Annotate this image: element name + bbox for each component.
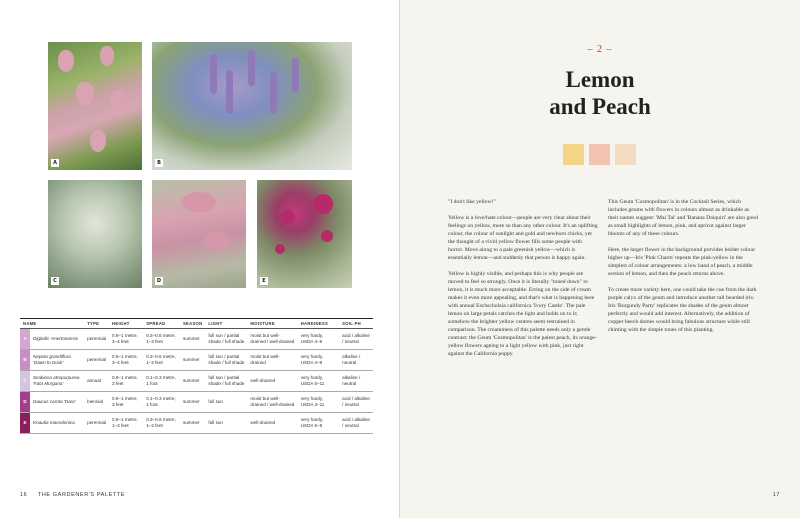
row-color-swatch: E: [20, 413, 30, 434]
table-cell-soil-ph: acid / alkaline / neutral: [339, 392, 373, 413]
table-cell-moisture: moist but well-drained / well-drained: [247, 329, 297, 350]
table-cell-type: annual: [84, 371, 109, 392]
table-cell-type: biennial: [84, 392, 109, 413]
knautia-bloom: [313, 194, 333, 214]
nepeta-spike: [210, 54, 217, 94]
table-row: [20, 371, 373, 392]
foxglove-bloom: [76, 82, 94, 106]
table-cell-soil-ph: acid / alkaline / neutral: [339, 413, 373, 434]
table-cell-name: Daucus carota 'Dara': [30, 392, 84, 413]
table-cell-season: summer: [180, 350, 205, 371]
nepeta-spike: [226, 70, 233, 114]
table-header-cell: HARDINESS: [298, 319, 339, 329]
table-header-cell: NAME: [20, 319, 84, 329]
table-header-cell: LIGHT: [205, 319, 247, 329]
daucus-umbel: [202, 232, 230, 250]
table-row: [20, 329, 373, 350]
table-cell-moisture: well-drained: [247, 413, 297, 434]
chapter-title-line: and Peach: [549, 94, 651, 119]
table-cell-season: summer: [180, 371, 205, 392]
table-cell-soil-ph: acid / alkaline / neutral: [339, 329, 373, 350]
body-column-2: [608, 198, 758, 342]
table-header-cell: SPREAD: [143, 319, 180, 329]
table-cell-spread: 0.3–0.6 metre, 1–2 feet: [143, 413, 180, 434]
table-cell-spread: 0.3–0.6 metre, 1–2 feet: [143, 329, 180, 350]
chapter-number: – 2 –: [587, 44, 613, 55]
foxglove-bloom: [110, 90, 126, 112]
table-cell-name: Digitalis ×mertonensis: [30, 329, 84, 350]
table-cell-season: summer: [180, 413, 205, 434]
nepeta-spike: [248, 50, 255, 86]
row-color-swatch: C: [20, 371, 30, 392]
table-cell-height: 0.9–1 metre, 3 feet: [109, 371, 143, 392]
table-cell-season: summer: [180, 392, 205, 413]
table-row: [20, 413, 373, 434]
knautia-bloom: [321, 230, 333, 242]
running-head: THE GARDENER'S PALETTE: [37, 492, 126, 498]
table-cell-spread: 0.3–0.6 metre, 1–2 feet: [143, 350, 180, 371]
palette-swatches: [563, 144, 641, 169]
page-number: 16: [20, 492, 28, 498]
nepeta-spike: [292, 58, 299, 92]
left-folio: [20, 492, 125, 498]
table-cell-light: full sun / partial shade / full shade: [205, 350, 247, 371]
photo-knautia: [257, 180, 352, 288]
photo-label: D: [156, 278, 162, 284]
row-color-swatch: A: [20, 329, 30, 350]
photo-label: C: [51, 277, 59, 285]
right-folio: [773, 492, 780, 498]
table-cell-season: summer: [180, 329, 205, 350]
table-cell-spread: 0.1–0.3 metre, 1 foot: [143, 392, 180, 413]
knautia-bloom: [281, 210, 295, 224]
body-paragraph: To create more variety here, one could take the cue from the dark purple calyx of the geum and introduce another tall bearded iris: Iris 'Burgundy Party' replicates the shades of the geum almost perfectly and would add interest. Alternatively, the addition of copper beech domes would bring fabulous structure while still chiming with the simple tones of this planting.: [608, 287, 757, 333]
body-paragraph: Yellow is a love/hate colour—people are very clear about their feelings on yellow, more so than any other colour. It's an uplifting colour, the colour of sunlight and gold and newborn chicks, yet the thought of a vivid yellow flower fills some people with horror. Move along to a pale greenish yellow—which is essentially lemon—and suddenly that person is happy again.: [448, 215, 598, 261]
table-cell-type: perennial: [84, 350, 109, 371]
photo-label: A: [51, 159, 59, 167]
table-cell-height: 0.9–1 metre, 3 feet: [109, 392, 143, 413]
table-row: [20, 350, 373, 371]
table-cell-height: 0.9–1 metre, 3–4 feet: [109, 350, 143, 371]
table-header-row: [20, 319, 373, 329]
chapter-title-line: Lemon: [565, 67, 635, 92]
table-cell-type: perennial: [84, 413, 109, 434]
table-cell-hardiness: very hardy, USDA 4–9: [298, 350, 339, 371]
daucus-umbel: [182, 192, 216, 212]
table-cell-hardiness: very hardy, USDA 3–11: [298, 392, 339, 413]
photo-daucus: [152, 180, 246, 288]
table-cell-name: Scabiosa atropurpurea 'Fata Morgana': [30, 371, 84, 392]
page-number: 17: [772, 492, 780, 498]
color-swatch: [589, 144, 610, 165]
table-cell-light: full sun: [205, 413, 247, 434]
table-cell-name: Nepeta grandiflora 'Dawn to Dusk': [30, 350, 84, 371]
knautia-bloom: [275, 244, 285, 254]
row-color-swatch: D: [20, 392, 30, 413]
body-paragraph: "I don't like yellow!": [448, 199, 496, 205]
body-paragraph: Yellow is highly visible, and perhaps this is why people are moved to feel so strongly. Once it is literally "toned down" to lemon, it is much more acceptable. Erring on the side of cream makes it even more appealing, and that's what is happening here with annual Eschscholzia californica 'Ivory Castle'. The pale lemon on large petals catches the light and holds on to it; somehow the brighter yellow centres seem restrained in comparison. The creaminess of this palette needs only a gentle contrast: the Geum 'Cosmopolitan' is the palest peach, its orange-yellow flowers ageing to a light yellow with pink, just right against the California poppy.: [448, 271, 597, 357]
photo-nepeta: [152, 42, 352, 170]
plant-table: [20, 318, 373, 434]
chapter-title: [400, 66, 800, 120]
body-paragraph: This Geum 'Cosmopolitan' is in the Cocktail Series, which includes geums with flowers in colours almost as drinkable as their names suggest: 'Mai Tai' and 'Banana Daiquiri' are also good as small highlights of lemon, pink, and apricot against larger blooms of any of these colours.: [608, 199, 758, 237]
table-cell-hardiness: very hardy, USDA 5–11: [298, 371, 339, 392]
table-header-cell: MOISTURE: [247, 319, 297, 329]
foxglove-bloom: [90, 130, 106, 152]
table-cell-light: full sun / partial shade / full shade: [205, 371, 247, 392]
table-cell-height: 0.9–1 metre, 1–3 feet: [109, 413, 143, 434]
photo-scabiosa: [48, 180, 142, 288]
table-cell-light: full sun: [205, 392, 247, 413]
table-cell-light: full sun / partial shade / full shade: [205, 329, 247, 350]
color-swatch: [563, 144, 584, 165]
table-header-cell: SEASON: [180, 319, 205, 329]
body-paragraph: Here, the larger flower in the background provides bolder colour higher up—Iris 'Pink Charm' repeats the pink-yellow in the simplest of colour arrangements: a low band of peach, a middle section of lemon, and then the peach returns above.: [608, 247, 756, 277]
table-cell-type: perennial: [84, 329, 109, 350]
table-header-cell: TYPE: [84, 319, 109, 329]
table-cell-moisture: moist but well-drained: [247, 350, 297, 371]
table-cell-soil-ph: alkaline / neutral: [339, 350, 373, 371]
right-page: [400, 0, 800, 518]
table-cell-hardiness: very hardy, USDA 4–9: [298, 329, 339, 350]
table-cell-spread: 0.1–0.3 metre, 1 foot: [143, 371, 180, 392]
table-header-cell: HEIGHT: [109, 319, 143, 329]
table-cell-soil-ph: alkaline / neutral: [339, 371, 373, 392]
photo-digitalis: [48, 42, 142, 170]
table-cell-moisture: moist but well-drained / well-drained: [247, 392, 297, 413]
body-column-1: [448, 198, 598, 366]
nepeta-spike: [270, 72, 277, 114]
row-color-swatch: B: [20, 350, 30, 371]
table-row: [20, 392, 373, 413]
color-swatch: [615, 144, 636, 165]
foxglove-bloom: [100, 46, 114, 66]
table-cell-moisture: well-drained: [247, 371, 297, 392]
foxglove-bloom: [58, 50, 74, 72]
photo-label: B: [155, 159, 163, 167]
table-cell-name: Knautia macedonica: [30, 413, 84, 434]
table-cell-hardiness: very hardy, USDA 5–9: [298, 413, 339, 434]
table-cell-height: 0.9–1 metre, 3–4 feet: [109, 329, 143, 350]
photo-label: E: [260, 277, 268, 285]
table-header-cell: SOIL PH: [339, 319, 373, 329]
